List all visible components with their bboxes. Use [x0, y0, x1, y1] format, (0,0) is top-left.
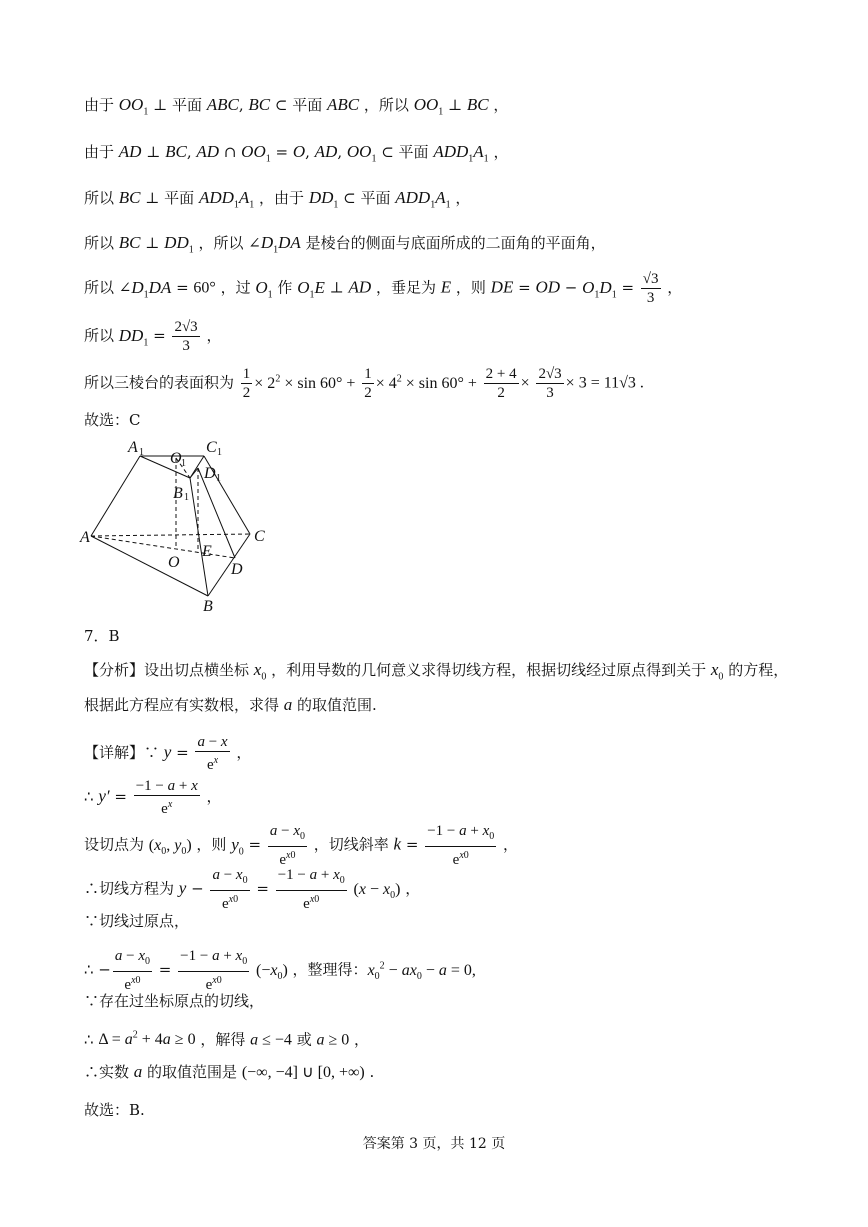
detail-line-7: ∵存在过坐标原点的切线，	[84, 992, 265, 1010]
label-c1: C	[206, 439, 217, 456]
label-d1: D	[204, 465, 216, 482]
label-b: B	[203, 598, 213, 615]
solution-line-2: 由于 AD ⊥ BC, AD ∩ $OO_1 = O$, AD, $OO_1$ ⊂ 平面 $ADD_1A_1$ ，	[84, 142, 509, 165]
solution-line-4: 所以 BC ⊥ $DD_1$ ，所以 $\angle D_1DA$ 是棱台的侧面与底面所成的二面角的平面角，	[84, 233, 606, 256]
label-b1: B	[173, 485, 183, 502]
edge-b1d1	[190, 468, 198, 478]
label-d: D	[231, 561, 243, 578]
analysis-line-2: 根据此方程应有实数根，求得 a 的取值范围.	[84, 695, 377, 714]
frustum-figure	[78, 436, 278, 616]
detail-line-8: ∴ $\Delta = a^2 + 4a \ge 0$ ，解得 a ≤ −4 或 a ≥ 0 ，	[84, 1030, 370, 1049]
detail-line-9: ∴实数 a 的取值范围是 (−∞, −4] ∪ [0, +∞) .	[84, 1062, 375, 1081]
label-c: C	[254, 528, 265, 545]
detail-line-10: 故选：B.	[84, 1101, 145, 1119]
edge-b1b	[190, 478, 208, 596]
solution-line-7: 所以三棱台的表面积为 $\frac{1}{2}$ × $2^2 \times \sin 60^\circ$ + $\frac{1}{2}$ × $4^2 \times \sin 60^\circ$ + $\frac{2 + 4}{2}$ × $\frac{2√3}{3}$ × 3 = 11√3 .	[84, 366, 644, 401]
label-a1-sub: 1	[139, 447, 144, 458]
label-b1-sub: 1	[184, 492, 189, 503]
detail-line-5: ∵切线过原点，	[84, 912, 190, 930]
detail-line-2: ∴ y′ = $\frac{-1 - a + x}{e^x}$ ，	[84, 778, 222, 817]
label-o1: O	[170, 450, 182, 467]
detail-line-3: 设切点为 ($x_0$, $y_0$) ，则 $y_0$ = $\frac{a - x_0}{e^{x0}}$ ，切线斜率 k = $\frac{-1 - a + x_0}{e^{x0}}$ ，	[84, 823, 519, 868]
label-a: A	[80, 529, 90, 546]
problem-7-answer: 7．B	[84, 627, 120, 645]
solution-line-3: 所以 BC ⊥ 平面 $ADD_1A_1$ ，由于 $DD_1$ ⊂ 平面 $ADD_1A_1$ ，	[84, 188, 471, 211]
solution-line-5: 所以 $\angle D_1DA = 60^\circ$ ，过 $O_1$ 作 $O_1E$ ⊥ AD ，垂足为 E ，则 DE = OD − $O_1D_1$ = $\frac{√3}{3}$ ，	[84, 271, 683, 306]
detail-line-4: ∴切线方程为 y − $\frac{a - x_0}{e^{x0}}$ = $\frac{-1 - a + x_0}{e^{x0}}$ $(x - x_0)$ ，	[84, 867, 421, 912]
detail-line-1: 【详解】∵ y = $\frac{a - x}{e^x}$ ，	[84, 734, 252, 773]
detail-line-6: ∴ − $\frac{a - x_0}{e^{x0}}$ = $\frac{-1 - a + x_0}{e^{x0}}$ $(-x_0)$ ，整理得：$x_0^2 - ax_0 - a = 0$,	[84, 948, 476, 993]
label-e: E	[202, 543, 212, 560]
label-o: O	[168, 554, 180, 571]
solution-line-8: 故选：C	[84, 411, 141, 429]
label-a1: A	[128, 439, 138, 456]
analysis-line-1: 【分析】设出切点横坐标 $x_0$ ，利用导数的几何意义求得切线方程，根据切线经过原点得到关于 $x_0$ 的方程，	[84, 660, 789, 683]
label-o1-sub: 1	[181, 458, 186, 469]
label-c1-sub: 1	[217, 447, 222, 458]
solution-line-6: 所以 $DD_1$ = $\frac{2√3}{3}$ ，	[84, 319, 222, 354]
edge-a1a	[91, 456, 140, 536]
page-footer: 答案第 3 页，共 12 页	[362, 1136, 506, 1152]
solution-line-1: 由于 $OO_1$ ⊥ 平面 ABC, BC ⊂ 平面 ABC ，所以 $OO_1$ ⊥ BC ，	[84, 95, 509, 118]
label-d1-sub: 1	[216, 473, 221, 484]
